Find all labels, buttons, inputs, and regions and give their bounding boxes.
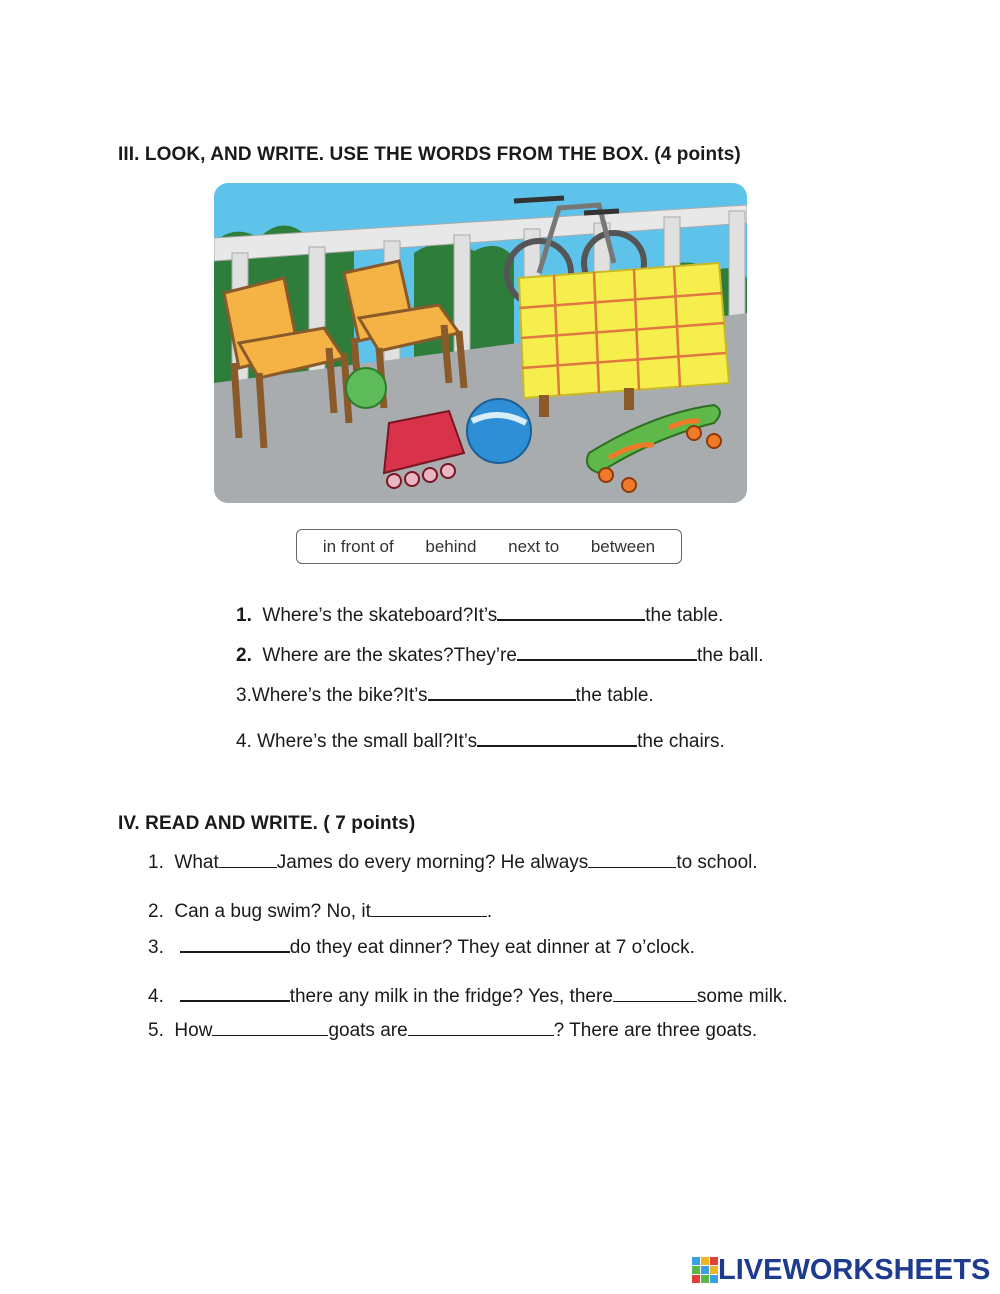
question-text: Where are the skates?They’re: [262, 645, 517, 666]
question-text: ? There are three goats.: [553, 1020, 758, 1041]
answer-blank[interactable]: [428, 683, 576, 701]
answer-blank[interactable]: [212, 1019, 328, 1036]
section-4-heading: IV. READ AND WRITE. ( 7 points): [118, 813, 416, 834]
question-text: to school.: [676, 852, 758, 873]
liveworksheets-logo: [692, 1255, 990, 1285]
question-number: 3.: [148, 937, 164, 958]
question-text: some milk.: [696, 986, 788, 1007]
question-4-5: [148, 1019, 757, 1042]
question-text: 3.Where’s the bike?It’s: [236, 685, 428, 706]
answer-blank[interactable]: [219, 851, 277, 868]
question-4-4: [148, 984, 788, 1008]
question-end: the chairs.: [637, 731, 725, 752]
answer-blank[interactable]: [477, 729, 637, 747]
question-text: Where’s the skateboard?It’s: [262, 605, 498, 626]
answer-blank[interactable]: [497, 603, 645, 621]
question-3-1: [236, 603, 723, 627]
question-3-2: [236, 643, 763, 667]
question-text: What: [174, 852, 219, 873]
answer-blank[interactable]: [517, 643, 697, 661]
word-option: next to: [508, 536, 560, 556]
question-4-1: [148, 851, 758, 874]
question-number: 5.: [148, 1020, 164, 1041]
question-text: How: [174, 1020, 213, 1041]
question-3-4: [236, 729, 725, 753]
question-text: 4. Where’s the small ball?It’s: [236, 731, 478, 752]
question-text: .: [486, 901, 493, 922]
question-3-3: [236, 683, 654, 707]
answer-blank[interactable]: [588, 851, 676, 868]
question-text: Can a bug swim? No, it: [174, 901, 371, 922]
question-text: goats are: [328, 1020, 408, 1041]
answer-blank[interactable]: [371, 900, 487, 917]
answer-blank[interactable]: [408, 1019, 554, 1036]
question-number: 2.: [236, 645, 252, 666]
question-number: 2.: [148, 901, 164, 922]
answer-blank[interactable]: [180, 935, 290, 953]
section-3-heading: III. LOOK, AND WRITE. USE THE WORDS FROM THE BOX. (4 points): [118, 144, 741, 165]
question-end: the table.: [645, 605, 724, 626]
word-option: between: [590, 536, 656, 556]
word-box: [296, 529, 682, 564]
liveworksheets-logo-icon: [692, 1257, 718, 1283]
answer-blank[interactable]: [613, 985, 697, 1002]
question-number: 1.: [236, 605, 252, 626]
question-end: the ball.: [696, 645, 764, 666]
question-4-2: [148, 900, 492, 923]
patio-illustration: [214, 183, 747, 503]
word-option: behind: [425, 536, 477, 556]
question-end: the table.: [575, 685, 654, 706]
question-number: 1.: [148, 852, 164, 873]
logo-text: LIVEWORKSHEETS: [718, 1253, 991, 1286]
answer-blank[interactable]: [180, 984, 290, 1002]
question-number: 4.: [148, 986, 164, 1007]
word-option: in front of: [322, 536, 394, 556]
question-text: James do every morning? He always: [276, 852, 589, 873]
question-text: there any milk in the fridge? Yes, there: [289, 986, 613, 1007]
question-4-3: [148, 935, 695, 959]
question-text: do they eat dinner? They eat dinner at 7 o’clock.: [289, 937, 695, 958]
